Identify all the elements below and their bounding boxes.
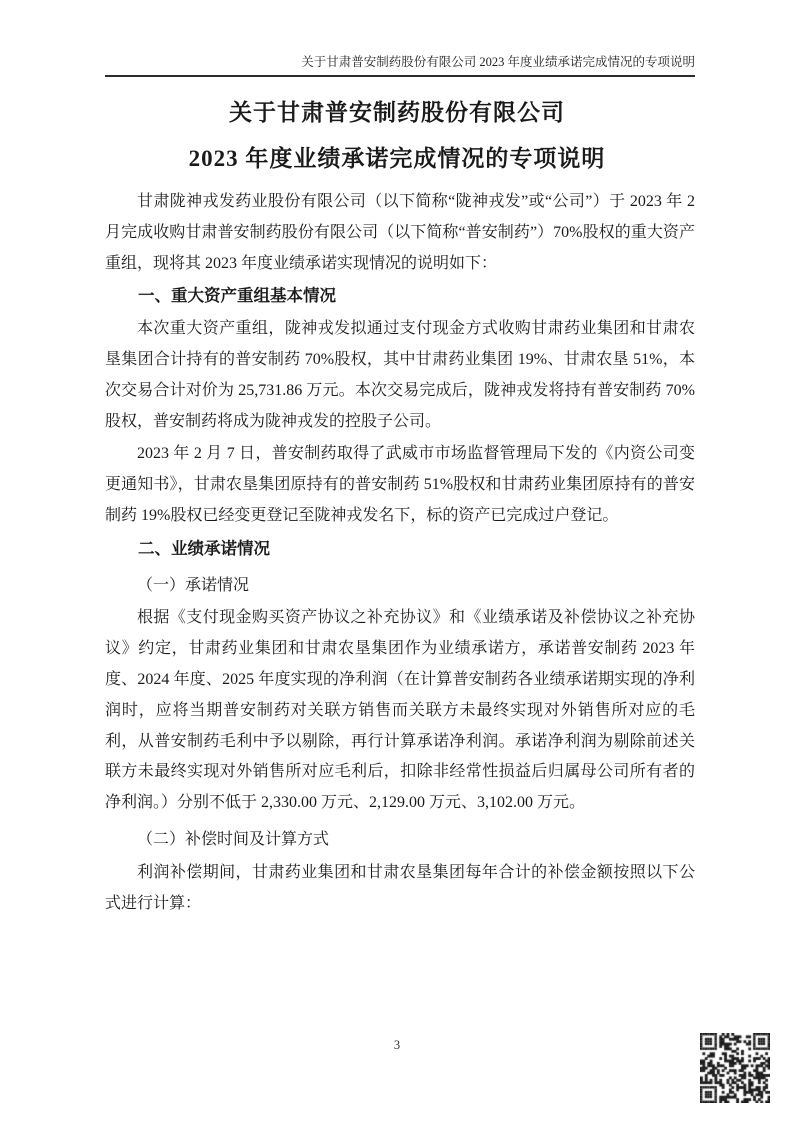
paragraph-compensation-formula: 利润补偿期间，甘肃药业集团和甘肃农垦集团每年合计的补偿金额按照以下公式进行计算： (105, 863, 695, 912)
document-title-line1: 关于甘肃普安制药股份有限公司 (229, 100, 565, 125)
sub-heading-compensation: （二）补偿时间及计算方式 (137, 830, 330, 848)
running-header-title: 关于甘肃普安制药股份有限公司 2023 年度业绩承诺完成情况的专项说明 (301, 55, 695, 69)
sub-heading-commitment: （一）承诺情况 (137, 576, 250, 594)
paragraph-restructuring: 本次重大资产重组，陇神戎发拟通过支付现金方式收购甘肃药业集团和甘肃农垦集团合计持有的普安制药 70%股权，其中甘肃药业集团 19%、甘肃农垦 51%，本次交易合计对价为 25,731.86 万元。本次交易完成后，陇神戎发将持有普安制药 70%股权，普安制药将成为陇神戎发的控股子公司。 (105, 320, 695, 430)
page-header-rule (105, 0, 695, 77)
section-heading-1: 一、重大资产重组基本情况 (138, 287, 336, 306)
section-heading-2: 二、业绩承诺情况 (138, 539, 270, 558)
paragraph-commitment-detail: 根据《支付现金购买资产协议之补充协议》和《业绩承诺及补偿协议之补充协议》约定，甘肃药业集团和甘肃农垦集团作为业绩承诺方，承诺普安制药 2023 年度、2024 年度、2025 年度实现的净利润（在计算普安制药各业绩承诺期实现的净利润时，应将当期普安制药对关联方销售而关联方未最终实现对外销售所对应的毛利，从普安制药毛利中予以剔除，再行计算承诺净利润。承诺净利润为剔除前述关联方未最终实现对外销售所对应毛利后，扣除非经常性损益后归属母公司所有者的净利润。）分别不低于 2,330.00 万元、2,129.00 万元、3,102.00 万元。 (105, 609, 695, 812)
document-body (105, 187, 695, 919)
document-title-line2: 2023 年度业绩承诺完成情况的专项说明 (188, 146, 606, 171)
page-number: 3 (393, 1038, 401, 1052)
paragraph-intro: 甘肃陇神戎发药业股份有限公司（以下简称“陇神戎发”或“公司”）于 2023 年 2 月完成收购甘肃普安制药股份有限公司（以下简称“普安制药”）70%股权的重大资产重组，现将其 2023 年度业绩承诺实现情况的说明如下： (105, 193, 695, 272)
qr-code (700, 1033, 770, 1103)
paragraph-registration: 2023 年 2 月 7 日，普安制药取得了武威市市场监督管理局下发的《内资公司变更通知书》，甘肃农垦集团原持有的普安制药 51%股权和甘肃药业集团原持有的普安制药 19%股权已经变更登记至陇神戎发名下，标的资产已完成过户登记。 (105, 445, 695, 524)
